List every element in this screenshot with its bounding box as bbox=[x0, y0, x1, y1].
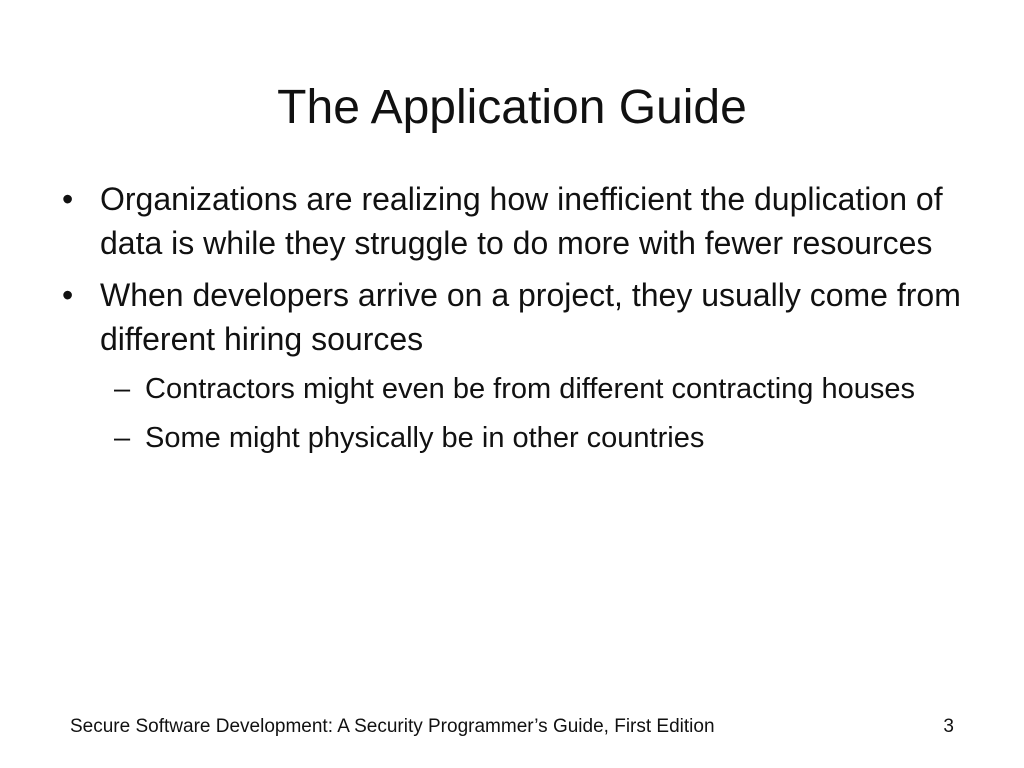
bullet-text: When developers arrive on a project, they usually come from different hiring sources bbox=[100, 277, 961, 357]
sub-bullet-marker: – bbox=[114, 373, 131, 405]
bullet-marker: • bbox=[62, 181, 74, 217]
bullet-item bbox=[56, 273, 976, 361]
sub-bullet-item bbox=[100, 369, 976, 409]
bullet-text: Organizations are realizing how inefficient the duplication of data is while they struggle to do more with fewer resources bbox=[100, 181, 943, 261]
slide-body bbox=[56, 177, 976, 467]
slide-footer: Secure Software Development: A Security Programmer’s Guide, First Edition bbox=[70, 716, 715, 737]
sub-bullet-marker: – bbox=[114, 422, 131, 454]
sub-bullet-text: Contractors might even be from different contracting houses bbox=[145, 373, 915, 405]
slide-title: The Application Guide bbox=[277, 81, 747, 134]
bullet-marker: • bbox=[62, 277, 74, 313]
sub-bullet-item bbox=[100, 418, 976, 458]
page-number: 3 bbox=[943, 716, 954, 737]
sub-bullet-list bbox=[56, 369, 976, 458]
sub-bullet-text: Some might physically be in other countries bbox=[145, 422, 705, 454]
bullet-item bbox=[56, 177, 976, 265]
